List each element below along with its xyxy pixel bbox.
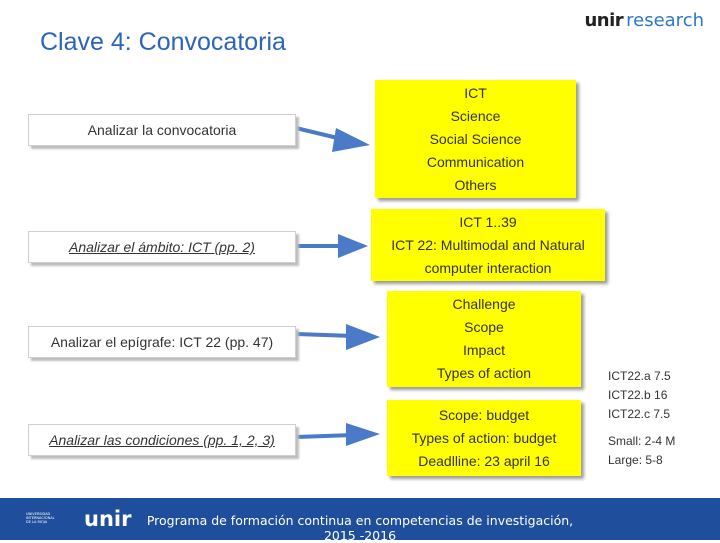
result-box-areas bbox=[375, 80, 576, 198]
step-label: Analizar el ámbito: ICT (pp. 2) bbox=[69, 239, 255, 255]
footer-institution bbox=[26, 512, 64, 524]
result-line: ICT 1..39 bbox=[459, 213, 517, 230]
step-box-epigrafe bbox=[28, 326, 296, 358]
step-box-convocatoria bbox=[28, 114, 296, 146]
step-box-condiciones bbox=[28, 424, 296, 456]
brand-unir: unir bbox=[584, 10, 624, 31]
result-box-condiciones bbox=[387, 400, 581, 476]
footer-bar bbox=[0, 498, 720, 543]
side-note-line: Small: 2-4 M bbox=[608, 434, 676, 448]
side-note-line: Large: 5-8 bbox=[608, 453, 663, 467]
side-note-line: ICT22.b 16 bbox=[608, 388, 668, 402]
result-line: ICT bbox=[464, 84, 487, 101]
result-line: Deadlline: 23 april 16 bbox=[418, 452, 550, 469]
footer-text: Programa de formación continua en competencias de investigación, 2015 -2016 bbox=[146, 513, 574, 543]
result-line: Others bbox=[454, 176, 497, 193]
arrow-4 bbox=[296, 423, 380, 446]
footer-institution-line: UNIVERSIDAD bbox=[26, 512, 51, 516]
result-line: Science bbox=[450, 107, 501, 124]
side-note-budgets bbox=[608, 367, 671, 424]
step-box-ambito bbox=[28, 231, 296, 263]
result-line: Scope: budget bbox=[438, 406, 530, 423]
arrow-1 bbox=[296, 128, 370, 152]
arrow-2 bbox=[296, 234, 368, 258]
page-title: Clave 4: Convocatoria bbox=[40, 28, 286, 56]
result-line: Impact bbox=[462, 342, 505, 358]
step-label: Analizar la convocatoria bbox=[87, 122, 237, 138]
result-line: computer interaction bbox=[424, 259, 552, 276]
footer-logo: unir bbox=[84, 507, 132, 531]
step-label: Analizar el epígrafe: ICT 22 (pp. 47) bbox=[50, 334, 274, 350]
result-line: Social Science bbox=[429, 130, 522, 147]
result-line: Types of action bbox=[436, 365, 532, 381]
footer-institution-line: DE LA RIOJA bbox=[26, 520, 48, 524]
step-label: Analizar las condiciones (pp. 1, 2, 3) bbox=[49, 432, 275, 448]
arrow-3 bbox=[296, 324, 380, 350]
result-line: Communication bbox=[426, 153, 525, 170]
side-note-sizes bbox=[608, 432, 675, 470]
result-line: ICT 22: Multimodal and Natural bbox=[391, 236, 585, 253]
result-line: Types of action: budget bbox=[411, 429, 557, 446]
side-note-line: ICT22.c 7.5 bbox=[608, 407, 671, 421]
result-box-ambito bbox=[371, 209, 605, 281]
brand-research: research bbox=[626, 10, 704, 31]
side-note-line: ICT22.a 7.5 bbox=[608, 369, 671, 383]
footer-institution-line: INTERNACIONAL bbox=[26, 516, 55, 520]
result-line: Challenge bbox=[452, 296, 516, 312]
result-box-epigrafe bbox=[387, 291, 581, 387]
result-line: Scope bbox=[464, 319, 504, 335]
